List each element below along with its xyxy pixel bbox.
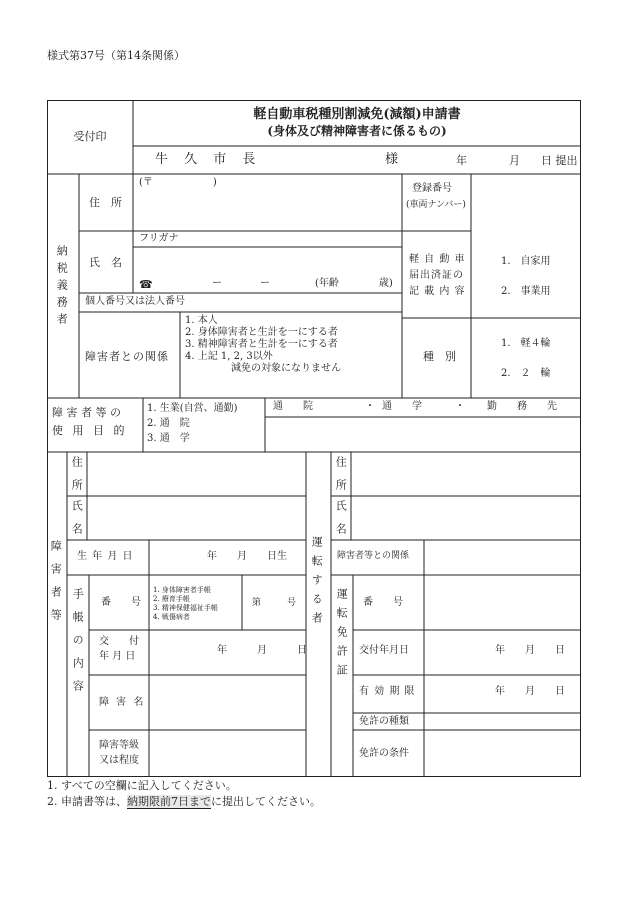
relation-options	[185, 315, 341, 375]
relation-option-1: 1. 本人	[185, 315, 218, 326]
form-subtitle: (身体及び精神障害者に係るもの)	[267, 124, 447, 138]
grade-label-1: 障害等級	[99, 740, 139, 751]
relation-option-4: 4. 上記 1, 2, 3以外	[185, 351, 273, 362]
application-form	[47, 100, 581, 777]
license-section-label: 運転免許証	[335, 588, 349, 683]
note-2-prefix: 2. 申請書等は、	[47, 795, 127, 808]
type-option-1: 1. 軽４輪	[501, 338, 551, 349]
notebook-section-label: 手帳の内容	[71, 588, 85, 703]
driver-name-label: 氏名	[334, 500, 348, 546]
destination-work: 勤 務 先	[487, 401, 557, 412]
notebook-type-3: 3. 精神保健福祉手帳	[153, 604, 218, 612]
license-number-label: 番 号	[363, 597, 403, 608]
date-year: 年	[456, 154, 467, 167]
number-suffix: 号	[287, 598, 297, 608]
taxpayer-section-label: 納税義務者	[55, 245, 69, 330]
license-issue-label: 交付年月日	[359, 645, 409, 656]
certificate-label-1: 軽 自 動 車	[409, 254, 466, 265]
name-label: 氏 名	[89, 256, 122, 269]
date-day: 日 提出	[541, 154, 578, 167]
purpose-options	[147, 401, 238, 446]
form-grid	[47, 100, 581, 777]
issue-date-format: 年 月 日	[217, 645, 307, 656]
relation-option-2: 2. 身体障害者と生計を一にする者	[185, 327, 338, 338]
disabled-number-label: 番 号	[101, 597, 141, 608]
license-conditions-label: 免許の条件	[359, 748, 409, 759]
number-prefix: 第	[252, 598, 262, 608]
phone-icon: ☎	[139, 278, 153, 291]
relation-note: 減免の対象になりません	[231, 363, 341, 374]
driver-address-label: 住所	[334, 456, 348, 502]
relation-option-3: 3. 精神障害者と生計を一にする者	[185, 339, 338, 350]
address-label: 住 所	[89, 196, 122, 209]
driver-section-label: 運転する者	[310, 536, 324, 631]
destination-dot-2: ・	[455, 401, 465, 412]
license-expiry-format: 年 月 日	[495, 686, 565, 697]
disabled-address-label: 住所	[70, 456, 84, 502]
license-issue-format: 年 月 日	[495, 645, 565, 656]
disabled-name-label: 氏名	[70, 500, 84, 546]
type-option-2: 2. ２ 輪	[501, 368, 551, 379]
notebook-type-4: 4. 戦傷病者	[153, 613, 190, 621]
purpose-label-1: 障 害 者 等 の	[52, 406, 121, 419]
birth-date-label: 生 年 月 日	[77, 551, 134, 562]
birth-date-format: 年 月 日生	[207, 551, 287, 562]
note-1: 1. すべての空欄に記入してください。	[47, 779, 237, 792]
purpose-option-3: 3. 通 学	[147, 433, 190, 444]
reception-stamp-label: 受付印	[73, 130, 107, 143]
certificate-label-2: 届出済証の	[409, 270, 464, 281]
registration-number-note: (車両ナンバー)	[406, 200, 466, 210]
license-expiry-label: 有 効 期 限	[359, 686, 416, 697]
certificate-label-3: 記 載 内 容	[409, 286, 466, 297]
date-month: 月	[509, 154, 520, 167]
id-number-label: 個人番号又は法人番号	[85, 296, 185, 307]
destination-dot-1: ・	[365, 401, 375, 412]
disabled-section-label: 障害者等	[49, 540, 63, 632]
notes	[47, 778, 321, 810]
addressee: 牛 久 市 長	[155, 152, 262, 167]
honorific: 様	[385, 152, 399, 167]
purpose-label-2: 使 用 目 的	[52, 424, 128, 437]
notebook-type-2: 2. 療育手帳	[153, 595, 190, 603]
furigana-label: フリガナ	[139, 233, 179, 244]
phone-dash-2: ー	[260, 278, 270, 289]
usage-option-2: 2. 事業用	[501, 286, 551, 297]
phone-dash-1: ー	[212, 278, 222, 289]
age-label: (年齢 歳)	[315, 278, 393, 289]
purpose-option-1: 1. 生業(自営、通勤)	[147, 403, 238, 414]
notebook-types	[153, 586, 218, 622]
relation-label: 障害者との関係	[85, 350, 169, 363]
form-title: 軽自動車税種別割減免(減額)申請書	[253, 107, 461, 122]
type-label: 種 別	[423, 350, 456, 363]
disability-name-label: 障 害 名	[99, 697, 146, 708]
note-2-deadline: 納期限前7日まで	[127, 795, 211, 808]
purpose-option-2: 2. 通 院	[147, 418, 190, 429]
issue-date-label-2: 年 月 日	[99, 651, 136, 662]
driver-relation-label: 障害者等との関係	[337, 551, 410, 561]
destination-hospital: 通 院	[273, 401, 313, 412]
usage-option-1: 1. 自家用	[501, 256, 551, 267]
registration-number-label: 登録番号	[412, 183, 452, 194]
note-2-suffix: に提出してください。	[211, 795, 321, 808]
postal-code-mark: (〒 )	[139, 177, 217, 188]
note-2	[47, 794, 321, 810]
destination-school: 通 学	[382, 401, 422, 412]
grade-label-2: 又は程度	[99, 755, 139, 766]
license-type-label: 免許の種類	[359, 716, 409, 727]
notebook-type-1: 1. 身体障害者手帳	[153, 586, 211, 594]
form-number: 様式第37号（第14条関係）	[47, 49, 185, 62]
issue-date-label-1: 交 付	[99, 636, 139, 647]
